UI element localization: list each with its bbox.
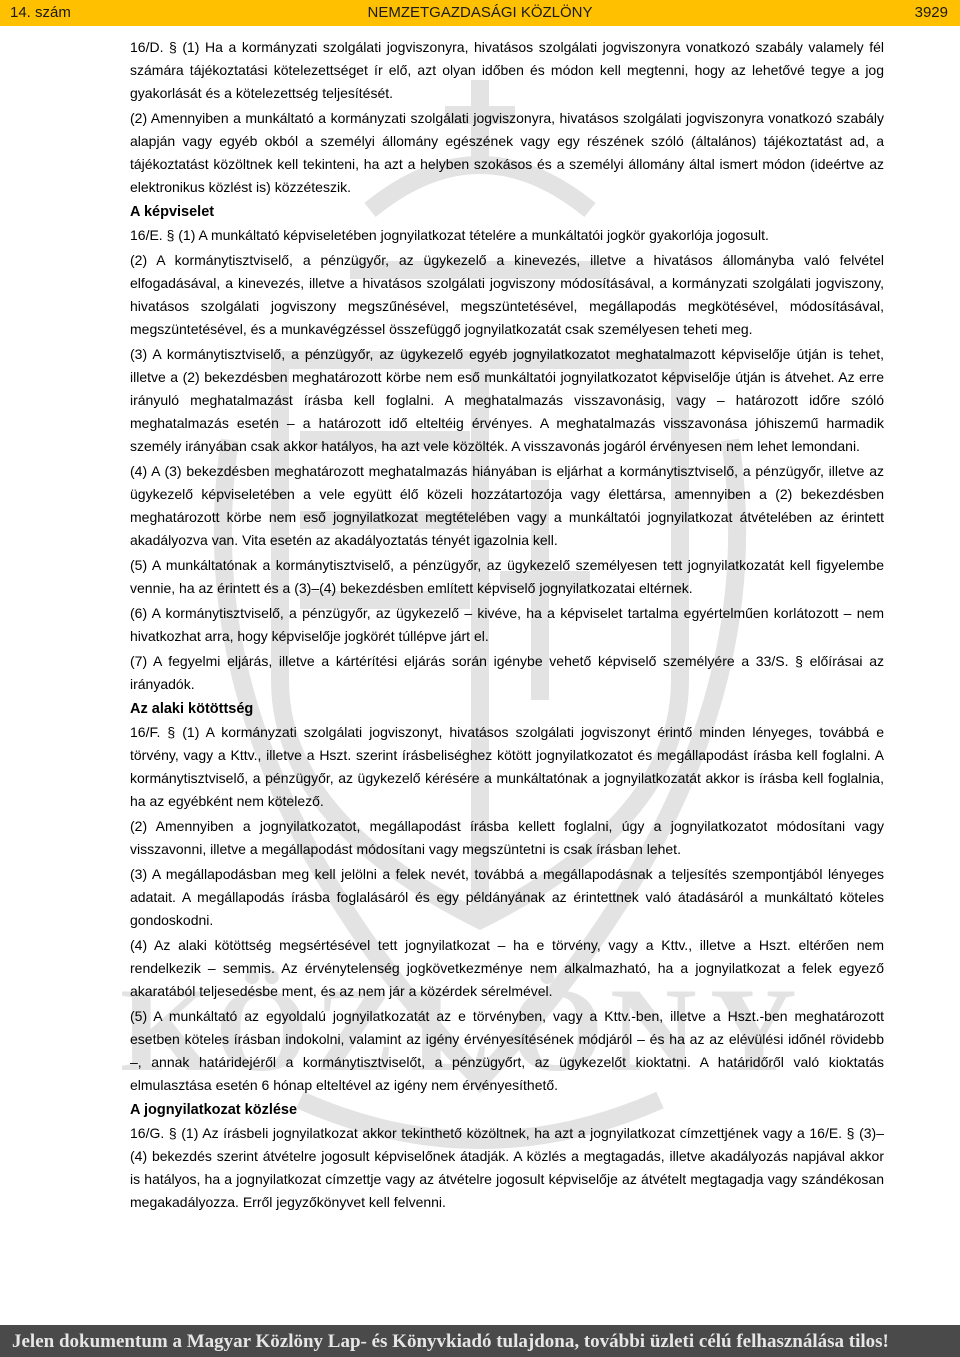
issue-number: 14. szám xyxy=(10,4,71,21)
paragraph: (6) A kormánytisztviselő, a pénzügyőr, az ügykezelő – kivéve, ha a képviselet tartalma egyértelműen korlátozott – nem hivatkozhat arra, hogy képviselője jogkörét túllépve járt el. xyxy=(130,605,884,644)
paragraph: (3) A megállapodásban meg kell jelölni a felek nevét, továbbá a megállapodásnak a teljesítés szempontjából lényeges adatait. A megállapodás írásba foglalásáról és egy példányának az érintettnek való átadásáról a munkáltató köteles gondoskodni. xyxy=(130,866,884,928)
page-header xyxy=(0,0,960,26)
paragraph: (4) Az alaki kötöttség megsértésével tett jognyilatkozat – ha e törvény, vagy a Kttv., illetve a Hszt. eltérően nem rendelkezik – semmis. Az érvénytelenség jogkövetkezménye nem alkalmazható, ha a jognyilatkozat a felek egyező akaratából teljesedésbe ment, és az nem jár a közérdek sérelmével. xyxy=(130,937,884,999)
publication-title: NEMZETGAZDASÁGI KÖZLÖNY xyxy=(367,4,593,21)
watermark-letter: Ö xyxy=(510,963,604,1096)
watermark-letter: Z xyxy=(315,963,396,1096)
paragraph: 16/D. § (1) Ha a kormányzati szolgálati jogviszonyra, hivatásos szolgálati jogviszonyra vonatkozó szabály valamely fél számára tájékoztatási kötelezettséget ír elő, azt olyan időben és módon kell megtenni, hogy az lehetővé tegye a jog gyakorlását és a kötelezettség teljesítését. xyxy=(130,39,884,101)
paragraph: (3) A kormánytisztviselő, a pénzügyőr, az ügykezelő egyéb jognyilatkozatot meghatalmazott képviselője útján is tehet, illetve a (2) bekezdésben meghatározott körbe nem eső munkáltatói jognyilatkozatot képviselője útján is átvehet. Az erre irányuló meghatalmazást írásba kell foglalni. A meghatalmazás visszavonásig, vagy – határozott időre szóló meghatalmazás esetén – a határozott idő elteltéig érvényes. A meghatalmazás visszavonása jóhiszemű harmadik személy irányában csak akkor hatályos, ha azt vele közölték. A visszavonás jogáról érvényesen nem lehet lemondani. xyxy=(130,346,884,454)
paragraph: (2) Amennyiben a munkáltató a kormányzati szolgálati jogviszonyra, hivatásos szolgálati jogviszonyra vonatkozó szabály alapján vagy egyéb okból a személyi állomány egészének vagy egy részének szóló (általános) tájékoztatást ad, a tájékoztatást közöltnek kell tekinteni, ha azt a helyben szokásos és a személyi állomány által ismert módon (ideértve az elektronikus közlést is) közzéteszik. xyxy=(130,110,884,195)
paragraph: (7) A fegyelmi eljárás, illetve a kártérítési eljárás során igénybe vehető képviselő személyére a 33/S. § előírásai az irányadók. xyxy=(130,653,884,692)
section-heading: A jognyilatkozat közlése xyxy=(130,1102,298,1118)
copyright-footer xyxy=(0,1325,960,1357)
watermark-letter: N xyxy=(610,963,697,1096)
copyright-notice: Jelen dokumentum a Magyar Közlöny Lap- és Könyvkiadó tulajdona, további üzleti célú felhasználása tilos! xyxy=(12,1331,889,1352)
paragraph: (4) A (3) bekezdésben meghatározott meghatalmazás hiányában is eljárhat a kormánytisztviselő, a pénzügyőr, illetve az ügykezelő képviseletében a vele együtt élő közeli hozzátartozója vagy élettársa, amennyiben a (2) bekezdésben meghatározott körbe nem eső jognyilatkozat megtételében vagy a munkáltatói jognyilatkozat átvételében az érintett akadályozva van. Vita esetén az akadályoztatás tényét igazolnia kell. xyxy=(130,463,884,548)
page-number: 3929 xyxy=(914,4,948,21)
paragraph: (2) Amennyiben a jognyilatkozatot, megállapodást írásba kellett foglalni, úgy a jognyilatkozatot módosítani vagy visszavonni, illetve a megállapodást módosítani vagy megszüntetni is csak írásban lehet. xyxy=(130,818,884,857)
paragraph: (5) A munkáltatónak a kormánytisztviselő, a pénzügyőr, az ügykezelő személyesen tett jognyilatkozatát kell figyelembe vennie, ha az érintett és a (3)–(4) bekezdésben említett képviselő jognyilatkozatai eltérnek. xyxy=(130,557,884,596)
document-body xyxy=(130,36,884,1216)
paragraph: 16/G. § (1) Az írásbeli jognyilatkozat akkor tekinthető közöltnek, ha azt a jognyilatkozat címzettjének vagy a 16/E. § (3)–(4) bekezdés szerint átvételre jogosult képviselőnek átadják. A közlés a megtagadás, illetve akadályozás napjával akkor is hatályos, ha a jognyilatkozat címzettje vagy az átvételre jogosult képviselője az átvételt megtagadja vagy szándékosan megakadályozza. Erről jegyzőkönyvet kell felvenni. xyxy=(130,1125,884,1210)
paragraph: (2) A kormánytisztviselő, a pénzügyőr, az ügykezelő a kinevezés, illetve a hivatásos állományba való felvétel elfogadásával, a kinevezés, illetve a hivatásos szolgálati jogviszony módosításával, a kormányzati szolgálati jogviszony, hivatásos szolgálati jogviszony megszűnésével, megszüntetésével, megállapodás megkötésével, módosításával, megszüntetésével, és a munkavégzéssel összefüggő jognyilatkozatát csak személyesen teheti meg. xyxy=(130,252,884,337)
paragraph: (5) A munkáltató az egyoldalú jognyilatkozatát az e törvényben, vagy a Kttv.-ben, illetve a Hszt.-ben meghatározott esetben köteles írásban indokolni, valamint az igény érvényesítésének módjáról – és ha az az elévülési időnél rövidebb –, annak határidejéről a kormánytisztviselőt, a pénzügyőrt, az ügykezelőt kioktatni. A határidőről való kioktatás elmulasztása esetén 6 hónap elteltével az igény nem érvényesíthető. xyxy=(130,1008,884,1093)
watermark-letter: Ö xyxy=(215,963,309,1096)
section-heading: A képviselet xyxy=(130,204,215,220)
watermark-letter: L xyxy=(410,963,491,1096)
section-heading: Az alaki kötöttség xyxy=(130,701,254,717)
paragraph: 16/F. § (1) A kormányzati szolgálati jogviszonyt, hivatásos szolgálati jogviszonyt érintő minden lényeges, továbbá e törvény, vagy a Kttv., illetve a Hszt. szerint írásbeliséghez kötött jognyilatkozatot és megállapodást írásba kell foglalni. A kormánytisztviselő, a pénzügyőr, az ügykezelő kérésére a munkáltatónak a jognyilatkozatát akkor is írásba kell foglalnia, ha az egyébként nem kötelező. xyxy=(130,724,884,809)
watermark-letter: Y xyxy=(710,963,797,1096)
paragraph: 16/E. § (1) A munkáltató képviseletében jognyilatkozat tételére a munkáltatói jogkör gyakorlója jogosult. xyxy=(130,227,769,243)
watermark-letter: K xyxy=(120,963,214,1096)
